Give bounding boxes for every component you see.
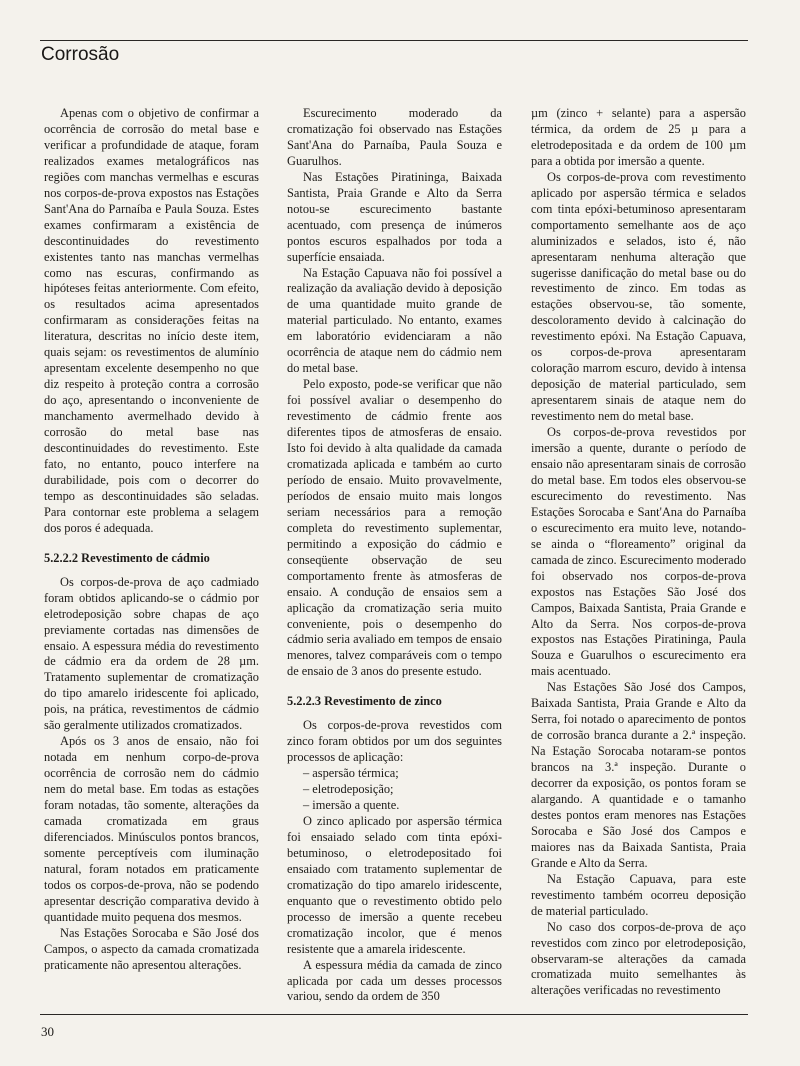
paragraph: A espessura média da camada de zinco aplicada por cada um desses processos variou, sendo da ordem de 350 [287,957,502,1004]
paragraph: Após os 3 anos de ensaio, não foi notada em nenhum corpo-de-prova ocorrência de corrosão nem do cádmio nem do metal base. Em todas as estações foram notadas, tão somente, alterações da camada cromatizada em graus diferenciados. Minúsculos pontos brancos, somente perceptíveis com iluminação natural, foram notados em praticamente todos os corpos-de-prova, não se podendo apresentar descrição comparativa devido à quantidade muito pequena dos mesmos. [44,734,259,924]
paragraph: Nas Estações Piratininga, Baixada Santista, Praia Grande e Alto da Serra notou-se escurecimento bastante acentuado, com presença de inúmeros pontos escuros espalhados por toda a superfície ensaiada. [287,169,502,264]
footer-rule [40,1014,748,1015]
paragraph: Nas Estações Sorocaba e São José dos Campos, o aspecto da camada cromatizada praticamente não apresentou alterações. [44,925,259,972]
paragraph: Os corpos-de-prova revestidos com zinco foram obtidos por um dos seguintes processos de aplicação: [287,718,502,765]
paragraph: µm (zinco + selante) para a aspersão térmica, da ordem de 25 µ para a eletrodepositada e da ordem de 100 µm para a obtida por imersão a quente. [531,106,746,168]
list-item: – aspersão térmica; [303,766,399,781]
paragraph: Na Estação Capuava, para este revestimento também ocorreu deposição de material particulado. [531,871,746,918]
paragraph: Pelo exposto, pode-se verificar que não foi possível avaliar o desempenho do revestimento de cádmio frente aos diferentes tipos de atmosferas de ensaio. Isto foi devido à alta qualidade da camada cromatizada aplicada e também ao curto período de ensaio. Muito provavelmente, períodos de ensaio muito mais longos seriam necessários para a remoção completa do revestimento suplementar, permitindo a exposição do cádmio e conseqüente observação de seu comportamento frente às atmosferas de ensaio. A condução de ensaios sem a aplicação da cromatização seria muito conveniente, pois o desempenho do cádmio seria avaliado em tempos de ensaio menores, talvez comparáveis com o tempo de ensaio de 3 anos do presente estudo. [287,377,502,679]
header-rule [40,40,748,41]
paragraph: Apenas com o objetivo de confirmar a ocorrência de corrosão do metal base e verificar a profundidade de ataque, foram realizados exames metalográficos nas regiões com manchas vermelhas e escuras nos corpos-de-prova expostos nas Estações Sant'Ana do Parnaíba e Paula Souza. Estes exames confirmaram a existência de descontinuidades do revestimento existentes tanto nas manchas vermelhas como nas escuras, confirmando as hipóteses feitas anteriormente. Com efeito, os resultados acima apresentados confirmaram as considerações feitas na literatura, descritas no início deste item, quais sejam: os revestimentos de alumínio apresentam excelente desempenho no que diz respeito à proteção contra a corrosão do aço, apresentando o inconveniente de manchamento avermelhado devido à corrosão do metal base nas descontinuidades do revestimento. Este fato, no entanto, pouco interfere na durabilidade, pois com o decorrer do tempo as descontinuidades são seladas. Para contornar este problema a selagem dos poros é adequada. [44,106,259,535]
list-item: – imersão a quente. [303,798,400,813]
paragraph: Escurecimento moderado da cromatização foi observado nas Estações Sant'Ana do Parnaíba, Paula Souza e Guarulhos. [287,106,502,168]
text-column-1 [44,106,259,974]
paragraph: Nas Estações São José dos Campos, Baixada Santista, Praia Grande e Alto da Serra, foi notado o aparecimento de pontos de corrosão branca durante a 2.ª inspeção. Na Estação Sorocaba notaram-se pontos brancos na 3.ª inspeção. Durante o decorrer da exposição, os pontos foram se alargando. A quantidade e o tamanho destes pontos eram menores nas Estações Sorocaba e São José dos Campos e maiores nas da Baixada Santista, Praia Grande e Alto da Serra. [531,680,746,870]
paragraph: O zinco aplicado por aspersão térmica foi ensaiado selado com tinta epóxi-betuminoso, o eletrodepositado foi ensaiado com tratamento suplementar de cromatização do tipo amarelo iridescente, enquanto que o revestimento obtido pelo processo de imersão a quente recebeu cromatização incolor, que é menos resistente que a amarela iridescente. [287,813,502,956]
text-column-3 [531,106,746,999]
page-number: 30 [41,1024,54,1039]
paragraph: Os corpos-de-prova com revestimento aplicado por aspersão térmica e selados com tinta epóxi-betuminoso apresentaram comportamento semelhante aos de aço aluminizados e selados, isto é, não apresentaram nenhuma alteração que sugerisse danificação do metal base ou do revestimento de zinco. Em todas as estações observou-se, tão somente, descoloramento devido à calcinação do revestimento epóxi. Na Estação Capuava, os corpos-de-prova apresentaram coloração marrom escuro, devido à intensa deposição de material particulado, sem apresentarem sinais de ataque nem do revestimento nem do metal base. [531,169,746,424]
list-item: – eletrodeposição; [303,782,394,797]
section-title: Corrosão [41,44,120,65]
paragraph: No caso dos corpos-de-prova de aço revestidos com zinco por eletrodeposição, observaram-se alterações da camada cromatizada muito semelhantes às alterações verificadas no revestimento [531,919,746,998]
paragraph: Na Estação Capuava não foi possível a realização da avaliação devido à deposição de uma quantidade muito grande de material particulado. No entanto, exames em laboratório evidenciaram a não ocorrência de ataque nem do cádmio nem do metal base. [287,265,502,376]
paragraph: Os corpos-de-prova revestidos por imersão a quente, durante o período de ensaio não apresentaram sinais de corrosão do metal base. Em todos eles observou-se escurecimento do revestimento. Nas Estações Sorocaba e Sant'Ana do Parnaíba o escurecimento era muito leve, notando-se ainda o “floreamento” original da camada de zinco. Escurecimento moderado foi observado nos corpos-de-prova expostos nas Estações São José dos Campos, Baixada Santista, Praia Grande e Alto da Serra. Nos corpos-de-prova expostos nas Estações Piratininga, Paula Souza e Guarulhos o escurecimento era mais acentuado. [531,425,747,679]
paragraph: Os corpos-de-prova de aço cadmiado foram obtidos aplicando-se o cádmio por eletrodeposição sobre chapas de aço previamente cortadas nas dimensões de ensaio. A espessura média do revestimento de cádmio era da ordem de 28 µm. Tratamento suplementar de cromatização do tipo amarelo iridescente foi aplicado, pois, na prática, revestimentos de cádmio são geralmente utilizados cromatizados. [44,574,259,733]
subsection-heading-zinco: 5.2.2.3 Revestimento de zinco [287,694,442,709]
text-column-2 [287,106,502,1005]
subsection-heading-cadmio: 5.2.2.2 Revestimento de cádmio [44,550,210,565]
application-process-list [287,766,502,814]
